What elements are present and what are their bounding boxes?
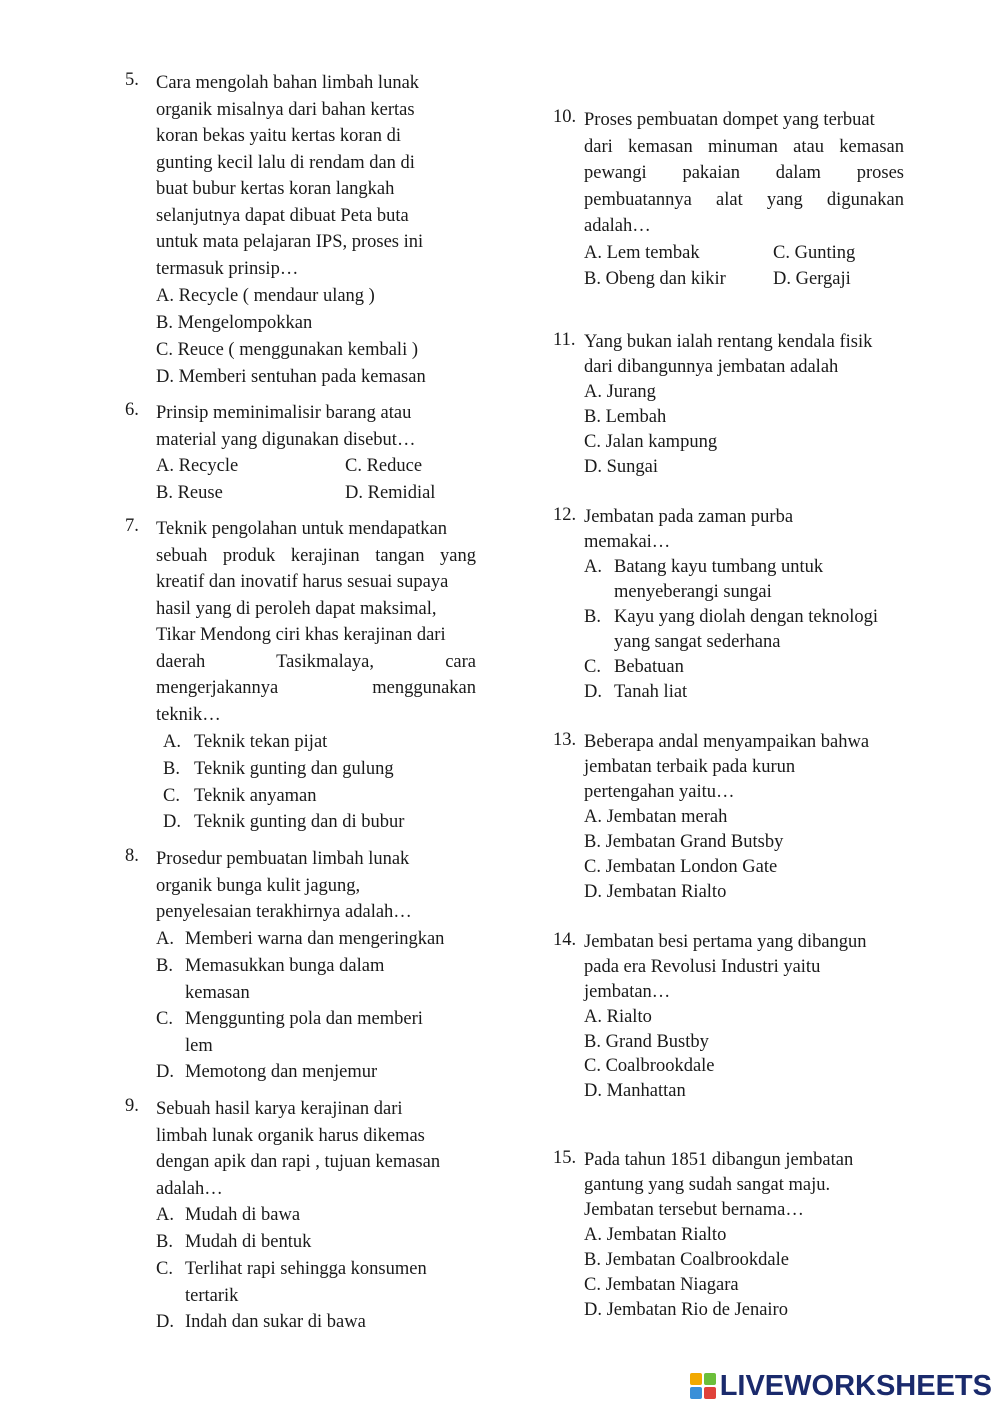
answer-option-c[interactable]: C. Gunting xyxy=(773,243,856,263)
answer-option-a[interactable]: A. Teknik tekan pijat xyxy=(163,732,328,752)
question-number: 5. xyxy=(125,70,139,90)
answer-option-a[interactable]: A. Jembatan Rialto xyxy=(584,1225,727,1245)
question-stem: Yang bukan ialah rentang kendala fisik dari dibangunnya jembatan adalah xyxy=(584,332,873,377)
answer-option-a[interactable]: A. Recycle ( mendaur ulang ) xyxy=(156,286,375,306)
question-stem: Beberapa andal menyampaikan bahwa jembatan terbaik pada kurun pertengahan yaitu… xyxy=(584,732,870,802)
answer-option-d[interactable]: D. Remidial xyxy=(345,483,436,503)
answer-option-b[interactable]: B. Kayu yang diolah dengan teknologi yang sangat sederhana xyxy=(584,607,879,652)
question-stem: Cara mengolah bahan limbah lunak organik misalnya dari bahan kertas koran bekas yaitu kertas koran di gunting kecil lalu di rendam dan di buat bubur kertas koran langkah selanjutnya dapat dibuat Peta buta untuk mata pelajaran IPS, proses ini termasuk prinsip… xyxy=(156,73,424,279)
answer-option-a[interactable]: A. Memberi warna dan mengeringkan xyxy=(156,929,445,949)
answer-option-a[interactable]: A. Jurang xyxy=(584,382,656,402)
logo-square xyxy=(690,1373,702,1385)
answer-option-c[interactable]: C. Jembatan Niagara xyxy=(584,1275,739,1295)
question-number: 6. xyxy=(125,400,139,420)
answer-option-c[interactable]: C. Bebatuan xyxy=(584,657,684,677)
answer-option-a[interactable]: A. Rialto xyxy=(584,1007,652,1027)
answer-option-d[interactable]: D. Manhattan xyxy=(584,1081,686,1101)
question-number: 13. xyxy=(553,730,577,750)
answer-option-d[interactable]: D. Tanah liat xyxy=(584,682,688,702)
question-stem: Prosedur pembuatan limbah lunak organik bunga kulit jagung, penyelesaian terakhirnya adalah… xyxy=(156,849,412,922)
question-number: 8. xyxy=(125,846,139,866)
answer-option-b[interactable]: B. Grand Bustby xyxy=(584,1032,709,1052)
question-stem: Pada tahun 1851 dibangun jembatan gantung yang sudah sangat maju. Jembatan tersebut bernama… xyxy=(584,1150,854,1220)
question-stem: Proses pembuatan dompet yang terbuat dari kemasan minuman atau kemasan pewangi pakaian dalam proses pembuatannya alat yang digunakan adalah… xyxy=(584,110,904,236)
question-stem: Jembatan pada zaman purba memakai… xyxy=(584,507,794,552)
answer-option-b[interactable]: B. Lembah xyxy=(584,407,667,427)
logo-square xyxy=(704,1373,716,1385)
answer-option-b[interactable]: B. Mengelompokkan xyxy=(156,313,313,333)
answer-option-c[interactable]: C. Jembatan London Gate xyxy=(584,857,778,877)
logo-square xyxy=(704,1387,716,1399)
answer-option-c[interactable]: C. Coalbrookdale xyxy=(584,1056,715,1076)
answer-option-b[interactable]: B. Teknik gunting dan gulung xyxy=(163,759,394,779)
answer-option-d[interactable]: D. Jembatan Rio de Jenairo xyxy=(584,1300,788,1320)
answer-option-c[interactable]: C. Reuce ( menggunakan kembali ) xyxy=(156,340,418,360)
question-stem: Prinsip meminimalisir barang atau material yang digunakan disebut… xyxy=(156,403,416,450)
answer-option-c[interactable]: C. Menggunting pola dan memberi lem xyxy=(156,1009,423,1056)
question-number: 9. xyxy=(125,1096,139,1116)
answer-option-b[interactable]: B. Mudah di bentuk xyxy=(156,1232,312,1252)
logo-square xyxy=(690,1387,702,1399)
answer-option-d[interactable]: D. Memberi sentuhan pada kemasan xyxy=(156,367,426,387)
question-number: 11. xyxy=(553,330,576,350)
answer-option-a[interactable]: A. Jembatan merah xyxy=(584,807,728,827)
answer-option-d[interactable]: D. Indah dan sukar di bawa xyxy=(156,1312,366,1332)
question-number: 7. xyxy=(125,516,139,536)
answer-option-b[interactable]: B. Reuse xyxy=(156,483,223,503)
answer-option-a[interactable]: A. Recycle xyxy=(156,456,239,476)
answer-option-c[interactable]: C. Reduce xyxy=(345,456,423,476)
answer-option-a[interactable]: A. Batang kayu tumbang untuk menyeberangi sungai xyxy=(584,557,824,602)
answer-option-c[interactable]: C. Teknik anyaman xyxy=(163,786,317,806)
answer-option-c[interactable]: C. Jalan kampung xyxy=(584,432,718,452)
question-number: 12. xyxy=(553,505,577,525)
answer-option-d[interactable]: D. Teknik gunting dan di bubur xyxy=(163,812,405,832)
liveworksheets-logo[interactable] xyxy=(690,1369,992,1403)
answer-option-c[interactable]: C. Terlihat rapi sehingga konsumen tertarik xyxy=(156,1259,427,1306)
question-number: 14. xyxy=(553,930,577,950)
brand-name: LIVEWORKSHEETS xyxy=(719,1369,992,1402)
answer-option-b[interactable]: B. Obeng dan kikir xyxy=(584,269,726,289)
question-number: 15. xyxy=(553,1148,577,1168)
answer-option-d[interactable]: D. Memotong dan menjemur xyxy=(156,1062,378,1082)
answer-option-d[interactable]: D. Jembatan Rialto xyxy=(584,882,727,902)
question-stem: Teknik pengolahan untuk mendapatkan sebuah produk kerajinan tangan yang kreatif dan inovatif harus sesuai supaya hasil yang di peroleh dapat maksimal, Tikar Mendong ciri khas kerajinan dari daerah Tasikmalaya, cara mengerjakannya menggunakan teknik… xyxy=(156,519,476,725)
liveworksheets-grid-icon xyxy=(690,1373,716,1399)
question-number: 10. xyxy=(553,107,577,127)
answer-option-a[interactable]: A. Lem tembak xyxy=(584,243,700,263)
answer-option-b[interactable]: B. Memasukkan bunga dalam kemasan xyxy=(156,956,385,1003)
answer-option-b[interactable]: B. Jembatan Grand Butsby xyxy=(584,832,784,852)
question-stem: Jembatan besi pertama yang dibangun pada era Revolusi Industri yaitu jembatan… xyxy=(584,932,867,1002)
answer-option-a[interactable]: A. Mudah di bawa xyxy=(156,1205,301,1225)
answer-option-b[interactable]: B. Jembatan Coalbrookdale xyxy=(584,1250,789,1270)
answer-option-d[interactable]: D. Sungai xyxy=(584,457,658,477)
answer-option-d[interactable]: D. Gergaji xyxy=(773,269,851,289)
question-stem: Sebuah hasil karya kerajinan dari limbah lunak organik harus dikemas dengan apik dan rapi , tujuan kemasan adalah… xyxy=(156,1099,441,1199)
